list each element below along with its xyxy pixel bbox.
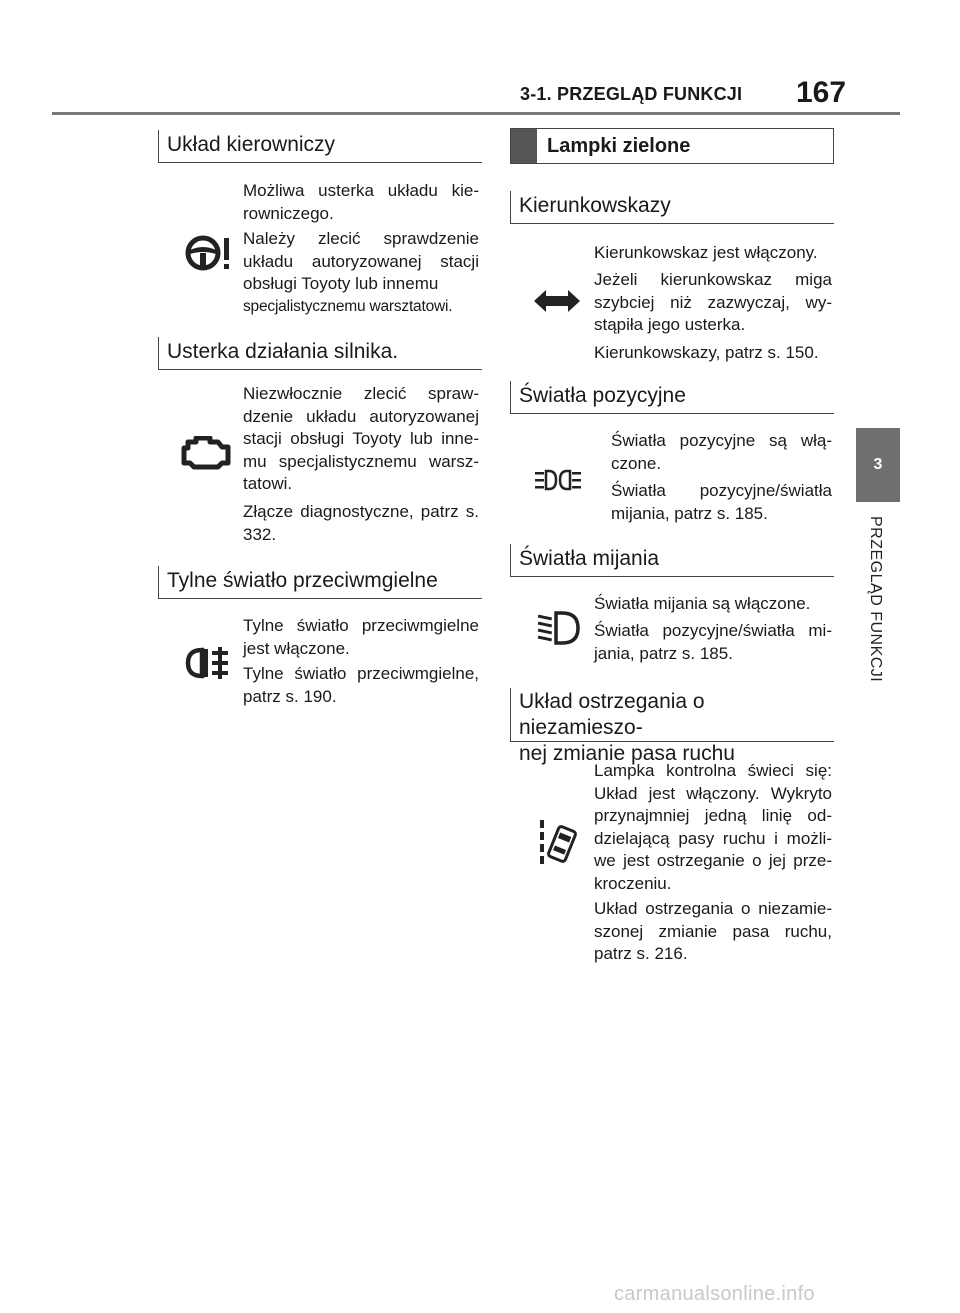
position-lights-icon — [534, 468, 582, 492]
engine-text-1: Niezwłocznie zlecić spraw-dzenie układu autoryzowanej stacji obsługi Toyoty lub inne-mu specjalistycznemu warsz-tatowi. — [243, 384, 479, 493]
chapter-tab[interactable]: 3 — [856, 428, 900, 502]
rear-fog-light-icon — [182, 646, 232, 680]
steering-text-2: Należy zlecić sprawdzenie układu autoryzowanej stacji obsługi Toyoty lub innemu — [243, 229, 479, 293]
green-lights-title: Lampki zielone — [547, 134, 691, 157]
rear-fog-heading: Tylne światło przeciwmgielne — [158, 566, 482, 599]
lane-departure-heading — [510, 688, 834, 765]
header-rule — [52, 112, 900, 115]
engine-heading: Usterka działania silnika. — [158, 337, 482, 370]
position-text-1: Światła pozycyjne są włą-czone. — [611, 431, 832, 473]
engine-text-2: Złącze diagnostyczne, patrz s. 332. — [243, 502, 479, 544]
position-text-2: Światła pozycyjne/światła mijania, patrz s. 185. — [611, 481, 832, 523]
lane-text-2: Układ ostrzegania o niezamie-szonej zmianie pasa ruchu, patrz s. 216. — [594, 899, 832, 963]
rear-fog-text-1: Tylne światło przeciwmgielne jest włączone. — [243, 616, 479, 658]
heading-marker — [511, 129, 537, 163]
low-beam-text-2: Światła pozycyjne/światła mi-jania, patrz s. 185. — [594, 621, 832, 663]
page-number: 167 — [796, 76, 847, 109]
section-title: 3-1. PRZEGLĄD FUNKCJI — [520, 84, 743, 104]
low-beam-icon — [536, 610, 582, 646]
low-beam-text-1: Światła mijania są włączone. — [594, 594, 811, 613]
rear-fog-text-2: Tylne światło przeciwmgielne, patrz s. 190. — [243, 664, 479, 706]
engine-icon — [180, 436, 232, 470]
turn-signal-icon — [532, 288, 582, 314]
steering-heading: Układ kierowniczy — [158, 130, 482, 163]
turn-text-3: Kierunkowskazy, patrz s. 150. — [594, 343, 819, 362]
watermark: carmanualsonline.info — [614, 1283, 815, 1305]
steering-warning-icon — [184, 232, 232, 274]
position-lights-heading: Światła pozycyjne — [510, 381, 834, 414]
steering-text-3: specjalistycznemu warsztatowi. — [243, 298, 453, 315]
turn-signal-heading: Kierunkowskazy — [510, 191, 834, 224]
lane-text-1: Lampka kontrolna świeci się: Układ jest włączony. Wykryto przynajmniej jedną linię od-dzielającą pasy ruchu i możli-we jest ostrzeganie o jej prze-kroczeniu. — [594, 761, 832, 893]
lane-heading-line-2: nej zmianie pasa ruchu — [519, 742, 735, 765]
lane-heading-line-1: Układ ostrzegania o niezamieszo- — [519, 690, 705, 739]
green-lights-heading — [510, 128, 834, 164]
turn-text-1: Kierunkowskaz jest włączony. — [594, 243, 818, 262]
chapter-label: PRZEGLĄD FUNKCJI — [867, 516, 884, 683]
lane-departure-icon — [538, 818, 578, 866]
low-beam-heading: Światła mijania — [510, 544, 834, 577]
steering-text-1: Możliwa usterka układu kie-rowniczego. — [243, 181, 479, 223]
turn-text-2: Jeżeli kierunkowskaz miga szybciej niż zazwyczaj, wy-stąpiła jego usterka. — [594, 270, 832, 334]
